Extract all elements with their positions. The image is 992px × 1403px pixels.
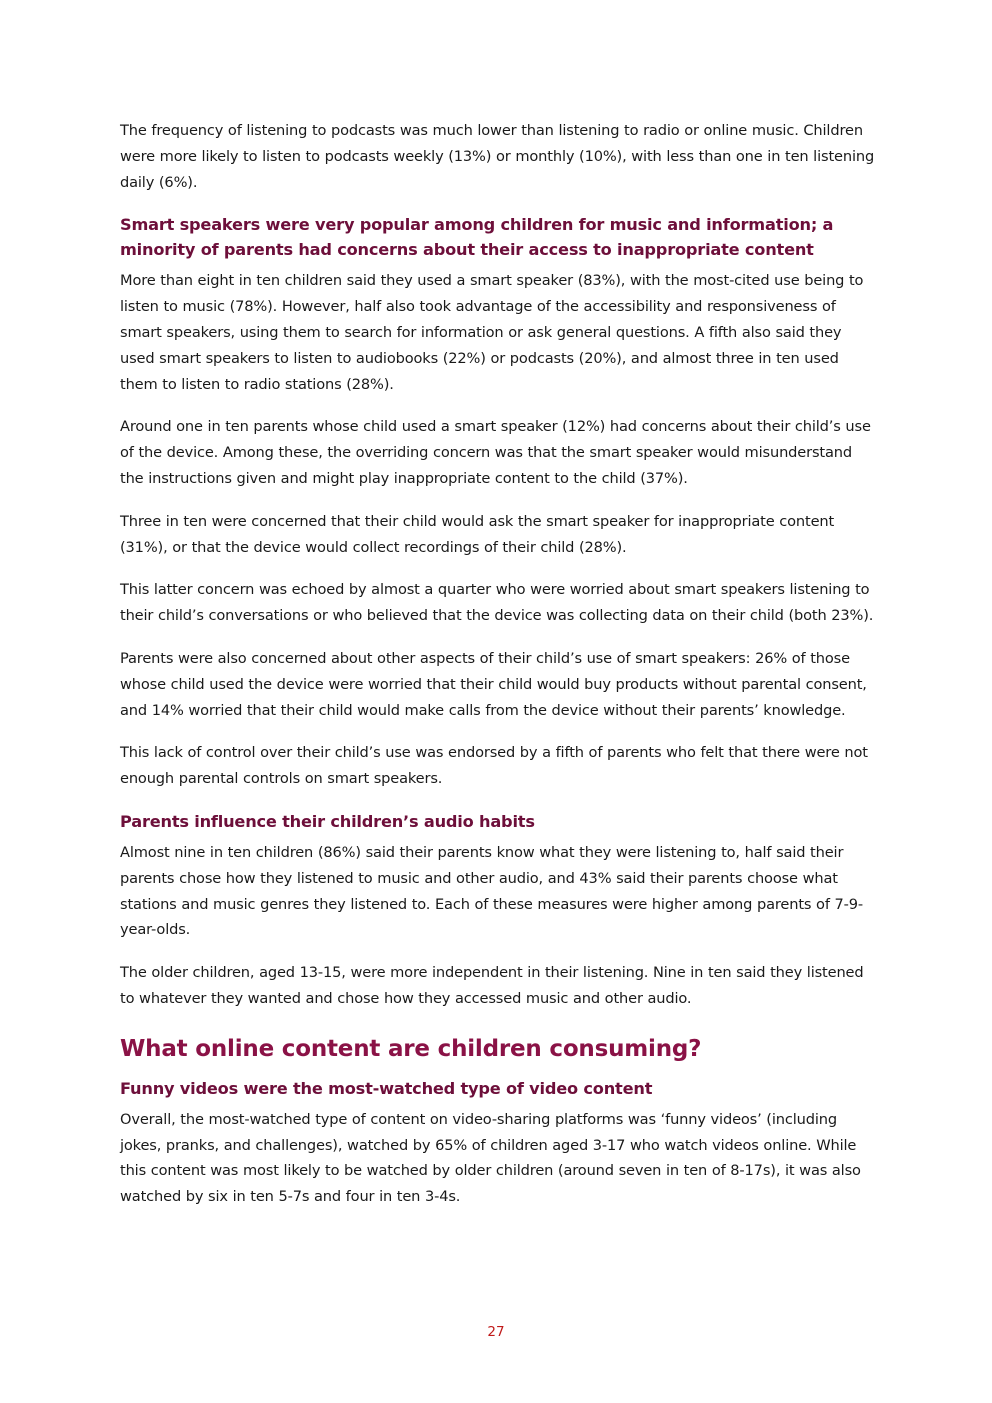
paragraph-podcast-frequency: The frequency of listening to podcasts was much lower than listening to radio or online music. Children were more likely to listen to podcasts weekly (13%) or monthly (10%), with less than one in ten listening daily (6%). (120, 122, 875, 191)
page-content (120, 118, 875, 1227)
paragraph-parent-concerns: Around one in ten parents whose child used a smart speaker (12%) had concerns about their child’s use of the device. Among these, the overriding concern was that the smart speaker would misunderstand the instructions given and might play inappropriate content to the child (37%). (120, 418, 871, 487)
page-number: 27 (487, 1324, 505, 1340)
paragraph-inappropriate-content: Three in ten were concerned that their child would ask the smart speaker for inappropriate content (31%), or that the device would collect recordings of their child (28%). (120, 512, 835, 556)
paragraph-parental-controls: This lack of control over their child’s use was endorsed by a fifth of parents who felt that there were not enough parental controls on smart speakers. (120, 744, 868, 788)
paragraph-funny-videos: Overall, the most-watched type of content on video-sharing platforms was ‘funny videos’ (including jokes, pranks, and challenges), watched by 65% of children aged 3-17 who watch videos online. While this content was most likely to be watched by older children (around seven in ten of 8-17s), it was also watched by six in ten 5-7s and four in ten 3-4s. (120, 1110, 861, 1206)
paragraph-parents-know: Almost nine in ten children (86%) said their parents know what they were listening to, half said their parents chose how they listened to music and other audio, and 43% said their parents choose what stations and music genres they listened to. Each of these measures were higher among parents of 7-9-year-olds. (120, 843, 863, 939)
paragraph-older-children: The older children, aged 13-15, were more independent in their listening. Nine in ten said they listened to whatever they wanted and chose how they accessed music and other audio. (120, 964, 864, 1007)
heading-smart-speakers: Smart speakers were very popular among children for music and information; a minority of parents had concerns about their access to inappropriate content (120, 215, 834, 260)
section-title-online-content: What online content are children consuming? (120, 1035, 702, 1062)
heading-parents-influence: Parents influence their children’s audio habits (120, 811, 535, 831)
paragraph-conversation-concerns: This latter concern was echoed by almost a quarter who were worried about smart speakers listening to their child’s conversations or who believed that the device was collecting data on their child (both 23%). (120, 581, 874, 625)
heading-funny-videos: Funny videos were the most-watched type of video content (120, 1078, 653, 1098)
paragraph-smart-speaker-use: More than eight in ten children said they used a smart speaker (83%), with the most-cited use being to listen to music (78%). However, half also took advantage of the accessibility and responsiveness of smart speakers, using them to search for information or ask general questions. A fifth also said they used smart speakers to listen to audiobooks (22%) or podcasts (20%), and almost three in ten used them to listen to radio stations (28%). (120, 272, 864, 393)
paragraph-other-concerns: Parents were also concerned about other aspects of their child’s use of smart speakers: 26% of those whose child used the device were worried that their child would buy products without parental consent, and 14% worried that their child would make calls from the device without their parents’ knowledge. (120, 649, 867, 719)
